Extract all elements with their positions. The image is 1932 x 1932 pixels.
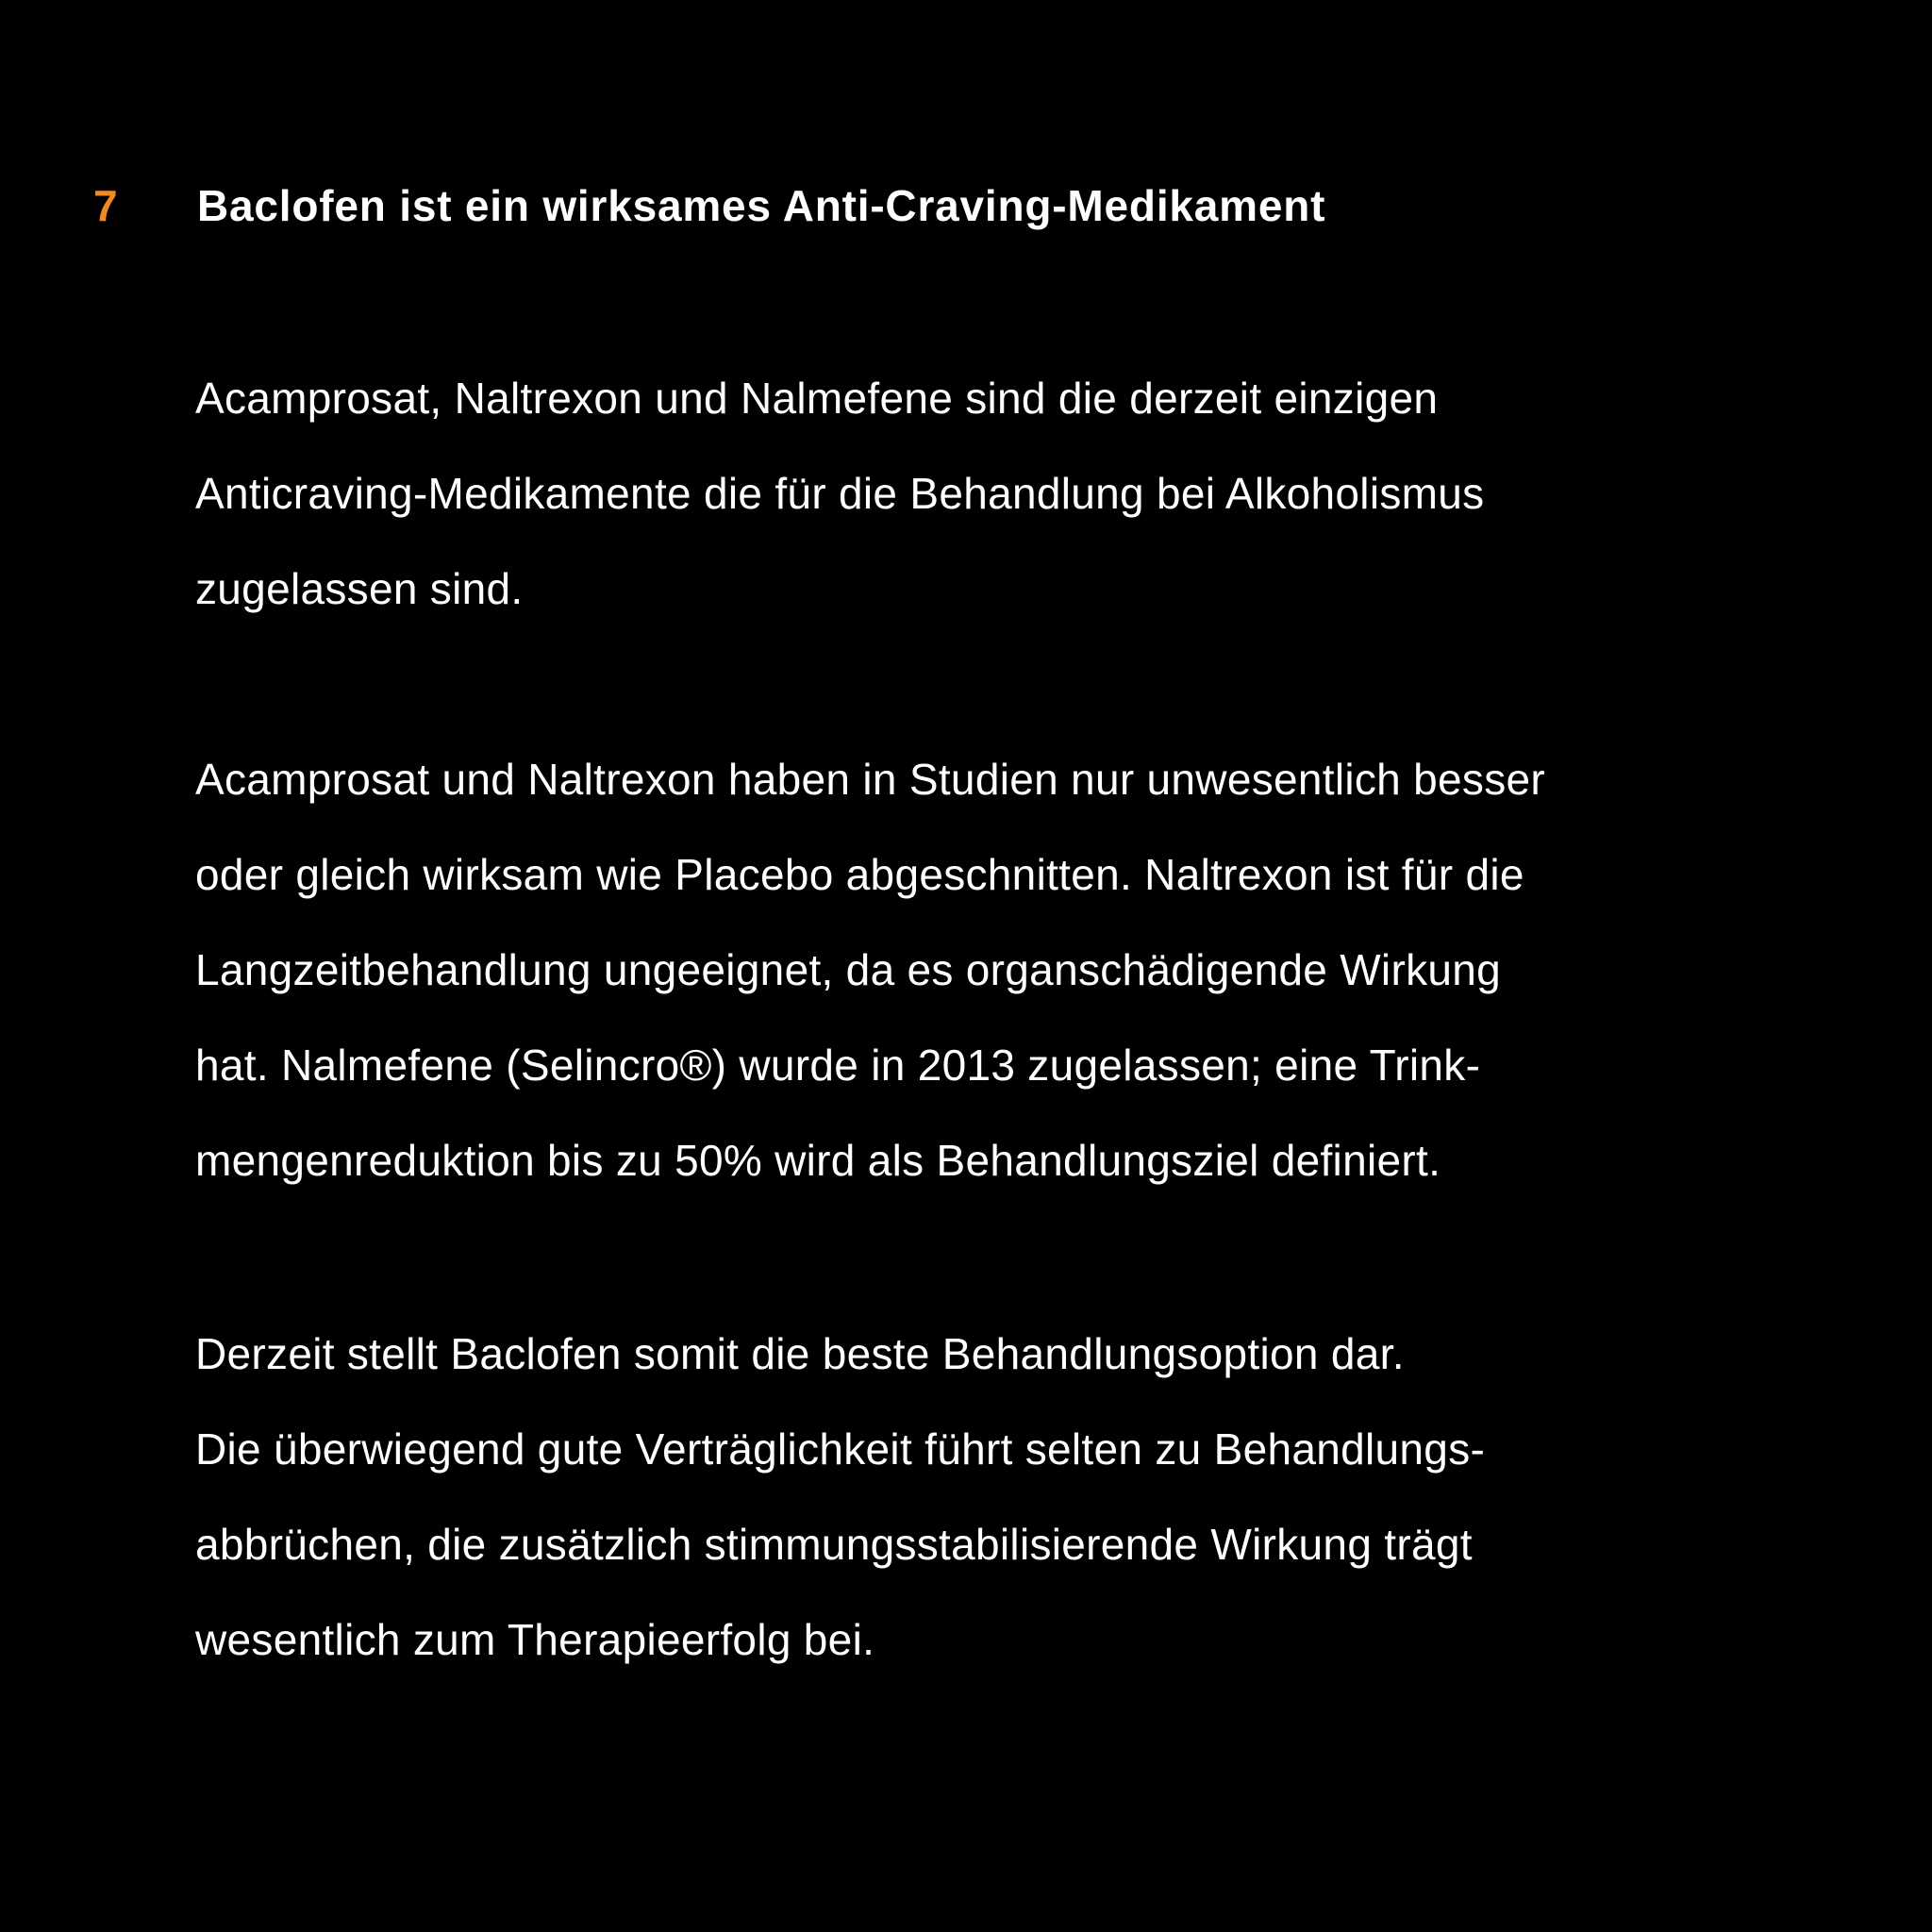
paragraph-line: Acamprosat, Naltrexon und Nalmefene sind die derzeit einzigen [195,374,1439,423]
paragraph-line: zugelassen sind. [195,564,524,613]
paragraph-line: Langzeitbehandlung ungeeignet, da es organschädigende Wirkung [195,945,1502,994]
paragraph-line: Die überwiegend gute Verträglichkeit führt selten zu Behandlungs- [195,1424,1486,1474]
paragraph-line: Anticraving-Medikamente die für die Behandlung bei Alkoholismus [195,469,1485,518]
paragraph-line: hat. Nalmefene (Selincro®) wurde in 2013 zugelassen; eine Trink- [195,1041,1481,1090]
paragraph-line: oder gleich wirksam wie Placebo abgeschnitten. Naltrexon ist für die [195,850,1524,899]
paragraph-study-results [195,732,1545,1208]
section-number: 7 [93,181,118,230]
paragraph-approved-medications [195,351,1484,637]
paragraph-baclofen-conclusion [195,1307,1485,1688]
paragraph-line: mengenreduktion bis zu 50% wird als Behandlungsziel definiert. [195,1136,1441,1185]
section-title: Baclofen ist ein wirksames Anti-Craving-Medikament [197,181,1326,230]
paragraph-line: wesentlich zum Therapieerfolg bei. [195,1615,875,1664]
paragraph-line: abbrüchen, die zusätzlich stimmungsstabilisierende Wirkung trägt [195,1520,1473,1569]
paragraph-line: Derzeit stellt Baclofen somit die beste Behandlungsoption dar. [195,1329,1405,1378]
paragraph-line: Acamprosat und Naltrexon haben in Studien nur unwesentlich besser [195,755,1546,804]
